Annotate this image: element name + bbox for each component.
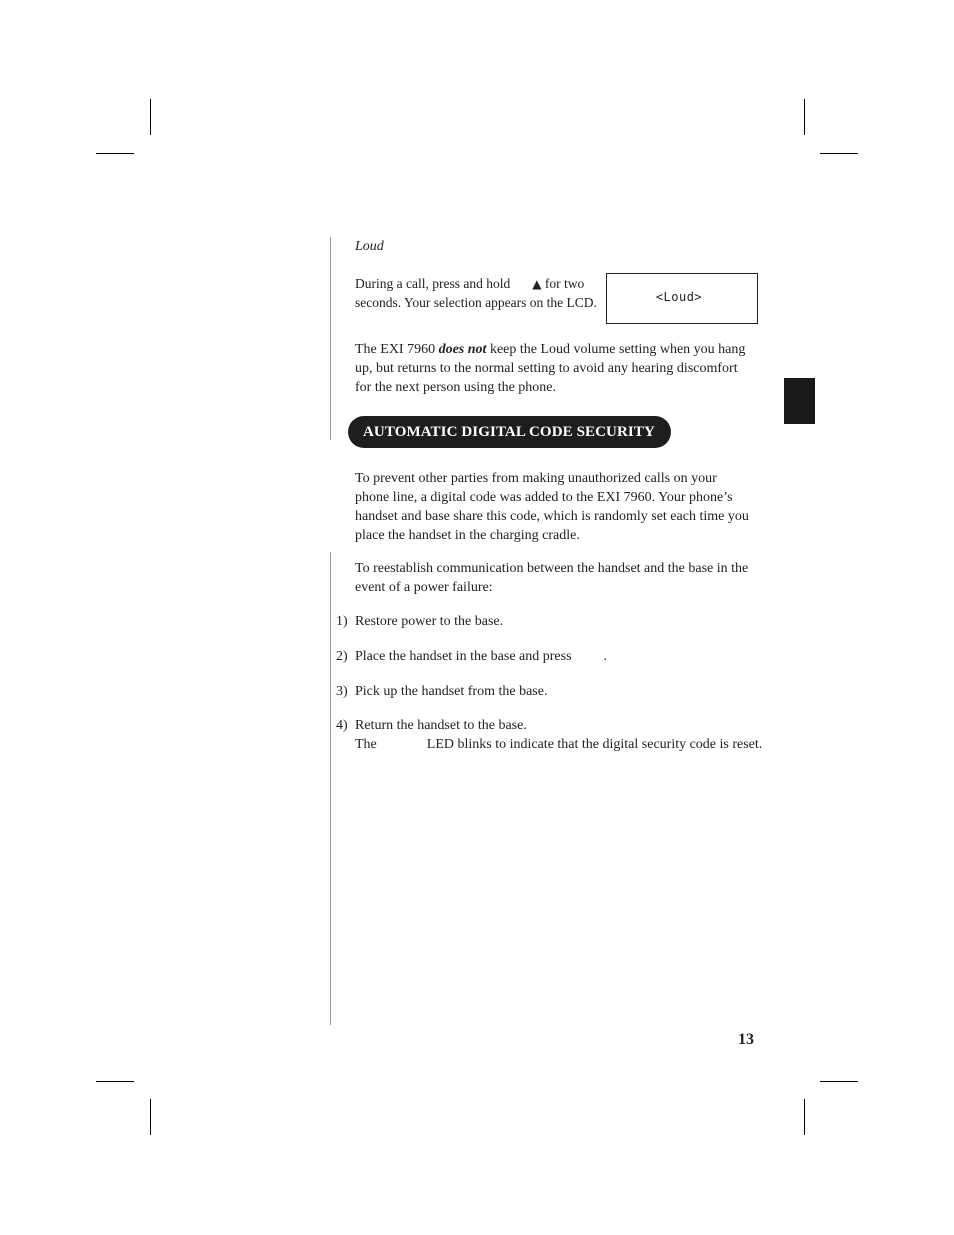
crop-mark-top-left-h <box>96 153 134 154</box>
crop-mark-bottom-right-v <box>804 1099 805 1135</box>
loud-instruction-line2: seconds. Your selection appears on the LCD. <box>355 295 597 310</box>
step-text-2 <box>355 647 607 666</box>
crop-mark-top-right-v <box>804 99 805 135</box>
para2-line1: To reestablish communication between the handset and the base in the <box>355 561 749 576</box>
para2-line2: event of a power failure: <box>355 580 493 595</box>
crop-mark-bottom-left-h <box>96 1081 134 1082</box>
crop-mark-bottom-left-v <box>150 1099 151 1135</box>
loud-note-line1a: The EXI 7960 <box>355 342 436 357</box>
up-arrow-icon: ▲ <box>532 277 542 291</box>
page-number: 13 <box>738 1031 754 1048</box>
step-2-text: Place the handset in the base and press <box>355 649 572 664</box>
step-4-line2a: The <box>355 737 377 752</box>
loud-note-line2: up, but returns to the normal setting to avoid any hearing discomfort <box>355 361 738 376</box>
lcd-display-box <box>606 273 758 324</box>
loud-instruction-part2: for two <box>544 276 585 291</box>
loud-note-line3: for the next person using the phone. <box>355 380 557 395</box>
para1-line3: handset and base share this code, which is randomly set each time you <box>355 509 749 524</box>
step-4-line2b: LED blinks to indicate that the digital security code is reset. <box>426 737 763 752</box>
margin-rule-upper <box>330 237 331 440</box>
para1-line2: phone line, a digital code was added to the EXI 7960. Your phone’s <box>355 490 733 505</box>
step-text-4 <box>355 716 762 754</box>
step-number-4: 4) <box>336 718 348 733</box>
step-4-line1: Return the handset to the base. <box>355 718 527 733</box>
loud-subheading: Loud <box>355 239 384 254</box>
loud-instruction <box>355 274 597 312</box>
margin-rule-lower <box>330 552 331 1025</box>
chapter-tab-marker <box>784 378 815 424</box>
loud-note-line1b: keep the Loud volume setting when you hang <box>489 342 746 357</box>
crop-mark-top-left-v <box>150 99 151 135</box>
crop-mark-top-right-h <box>820 153 858 154</box>
step-number-1: 1) <box>336 614 348 629</box>
step-text-1: Restore power to the base. <box>355 614 504 629</box>
security-paragraph-2 <box>355 559 748 597</box>
para1-line4: place the handset in the charging cradle. <box>355 528 580 543</box>
step-number-3: 3) <box>336 684 348 699</box>
lcd-display-text: <Loud> <box>655 289 703 304</box>
loud-note <box>355 340 745 397</box>
section-heading-security: AUTOMATIC DIGITAL CODE SECURITY <box>348 416 671 448</box>
step-number-2: 2) <box>336 649 348 664</box>
security-paragraph-1 <box>355 469 749 545</box>
loud-note-emphasis: does not <box>438 342 487 357</box>
step-2-text-end: . <box>603 649 608 664</box>
step-text-3: Pick up the handset from the base. <box>355 684 548 699</box>
loud-instruction-part1: During a call, press and hold <box>355 276 511 291</box>
crop-mark-bottom-right-h <box>820 1081 858 1082</box>
para1-line1: To prevent other parties from making unauthorized calls on your <box>355 471 717 486</box>
